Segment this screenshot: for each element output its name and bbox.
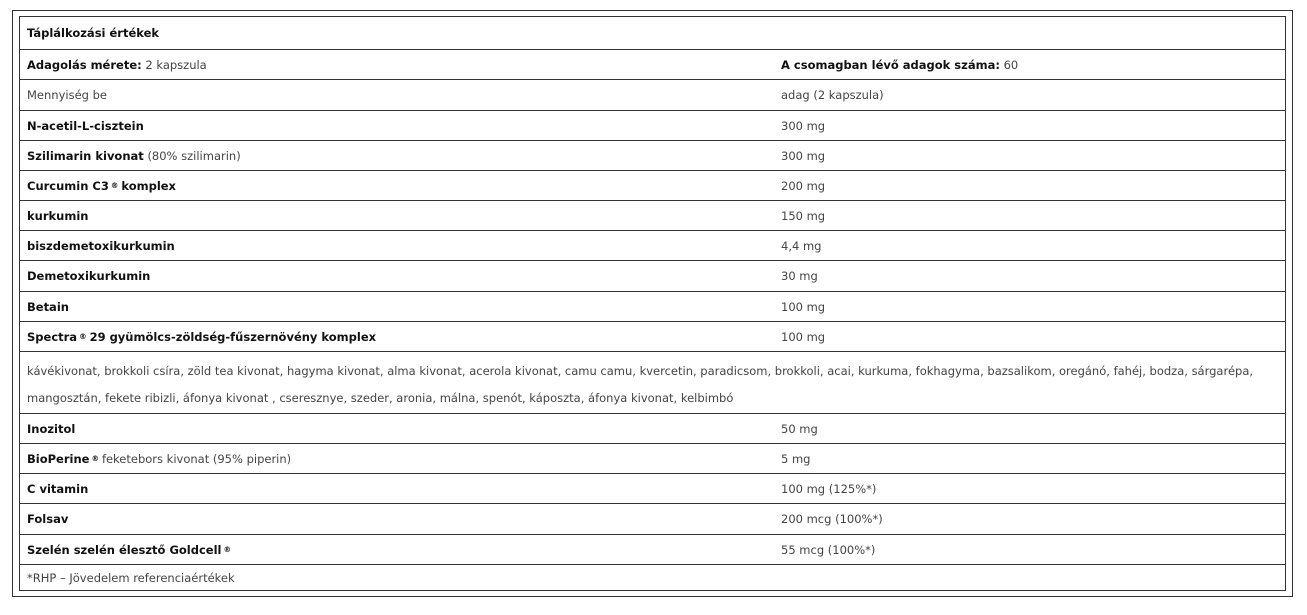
ingredient-amount: 100 mg — [781, 299, 826, 314]
ingredient-name: Folsav — [27, 512, 69, 526]
ingredient-amount: 30 mg — [781, 269, 818, 283]
table-row — [20, 414, 1285, 444]
ingredient-name: Szilimarin kivonat — [27, 148, 144, 163]
ingredient-name: Inozitol — [27, 421, 76, 436]
ingredient-name: Szelén szelén élesztő Goldcell — [27, 542, 222, 557]
serving-size-value: 2 kapszula — [145, 57, 207, 72]
ingredient-amount: 50 mg — [781, 421, 818, 436]
spectra-ingredients-row — [20, 352, 1285, 414]
ingredient-name: N-acetil-L-cisztein — [27, 118, 144, 133]
serving-size-label: Adagolás mérete: — [27, 57, 142, 72]
ingredient-name: Curcumin C3 — [27, 178, 109, 193]
registered-mark: ® — [91, 454, 99, 463]
amount-header-row — [20, 80, 1285, 111]
ingredient-amount: 100 mg (125%*) — [781, 481, 877, 496]
ingredient-note: feketebors kivonat (95% piperin) — [101, 451, 292, 466]
ingredient-name: biszdemetoxikurkumin — [27, 238, 175, 253]
registered-mark: ® — [223, 545, 231, 554]
ingredient-amount: 100 mg — [781, 329, 826, 344]
spectra-ingredients-line1: kávékivonat, brokkoli csíra, zöld tea kivonat, hagyma kivonat, alma kivonat, acerola kivonat, camu camu, kvercetin, paradicsom, brokkoli, acai, kurkuma, fokhagyma, bazsalikom, oregánó, fahéj, bodza, sárgarépa, — [27, 364, 1254, 378]
spectra-ingredients-line2: mangosztán, fekete ribizli, áfonya kivonat , cseresznye, szeder, aronia, málna, spenót, káposzta, áfonya kivonat, kelbimbó — [27, 391, 734, 405]
ingredient-name: kurkumin — [27, 208, 89, 223]
ingredient-amount: 5 mg — [781, 451, 811, 466]
nutrition-table-outer-frame — [12, 10, 1293, 597]
table-row — [20, 535, 1285, 565]
ingredient-name: BioPerine — [27, 451, 90, 466]
table-title: Táplálkozási értékek — [27, 26, 160, 40]
ingredient-amount: 200 mcg (100%*) — [781, 512, 883, 526]
table-row — [20, 111, 1285, 141]
ingredient-amount: 300 mg — [781, 148, 826, 163]
table-row — [20, 201, 1285, 231]
ingredient-name-suffix: 29 gyümölcs-zöldség-fűszernövény komplex — [89, 329, 377, 344]
table-row — [20, 444, 1285, 474]
ingredient-amount: 4,4 mg — [781, 238, 822, 253]
amount-header-right: adag (2 kapszula) — [781, 88, 884, 102]
ingredient-name-suffix: komplex — [121, 178, 176, 193]
footnote: *RHP – Jövedelem referenciaértékek — [27, 570, 235, 585]
ingredient-name: C vitamin — [27, 481, 89, 496]
footnote-row — [20, 565, 1285, 590]
ingredient-name: Demetoxikurkumin — [27, 269, 151, 283]
nutrition-table — [19, 16, 1286, 591]
table-row — [20, 292, 1285, 322]
table-row — [20, 261, 1285, 292]
table-row — [20, 474, 1285, 504]
ingredient-amount: 300 mg — [781, 118, 826, 133]
servings-count-label: A csomagban lévő adagok száma: — [781, 57, 1000, 72]
table-row — [20, 141, 1285, 171]
amount-header-left: Mennyiség be — [27, 88, 107, 102]
table-title-row — [20, 17, 1285, 50]
serving-row — [20, 50, 1285, 80]
table-row — [20, 171, 1285, 201]
table-row — [20, 322, 1285, 352]
ingredient-name: Spectra — [27, 329, 78, 344]
table-row — [20, 231, 1285, 261]
registered-mark: ® — [110, 181, 119, 190]
registered-mark: ® — [79, 332, 87, 341]
ingredient-name: Betain — [27, 299, 69, 314]
ingredient-note: (80% szilimarin) — [147, 148, 241, 163]
ingredient-amount: 55 mcg (100%*) — [781, 542, 876, 557]
servings-count-value: 60 — [1003, 57, 1019, 72]
ingredient-amount: 150 mg — [781, 208, 826, 223]
ingredient-amount: 200 mg — [781, 178, 826, 193]
table-row — [20, 504, 1285, 535]
